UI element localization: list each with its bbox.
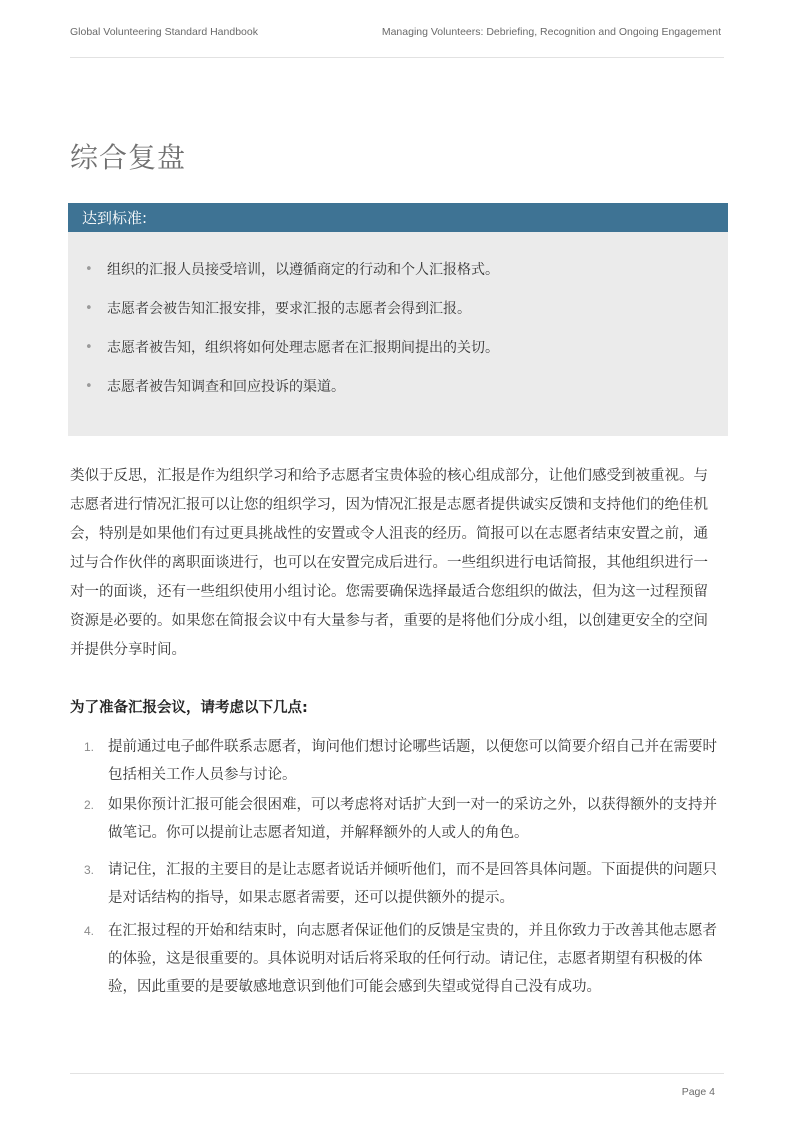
standard-box: [68, 203, 728, 436]
list-item: [70, 856, 722, 917]
list-item-text: 组织的汇报人员接受培训，以遵循商定的行动和个人汇报格式。: [107, 262, 499, 278]
page-title: 综合复盘: [70, 141, 187, 174]
standard-heading: 达到标准:: [68, 203, 728, 232]
item-number: 2.: [84, 798, 95, 812]
header-left-title: Global Volunteering Standard Handbook: [70, 26, 258, 38]
list-item: [82, 298, 718, 337]
list-item-text: 志愿者被告知调查和回应投诉的渠道。: [107, 379, 345, 395]
footer-divider: [70, 1073, 724, 1074]
list-item: [70, 733, 722, 791]
prep-list: [70, 733, 722, 1001]
bullet-icon: •: [85, 340, 93, 355]
standard-list: [82, 259, 718, 415]
list-item: [82, 376, 718, 415]
page-number: Page 4: [681, 1086, 715, 1098]
list-item: [82, 337, 718, 376]
list-item-text: 请记住，汇报的主要目的是让志愿者说话并倾听他们，而不是回答具体问题。下面提供的问题只是对话结构的指导，如果志愿者需要，还可以提供额外的提示。: [108, 862, 717, 906]
list-item-text: 如果你预计汇报可能会很困难，可以考虑将对话扩大到一对一的采访之外，以获得额外的支持并做笔记。你可以提前让志愿者知道，并解释额外的人或人的角色。: [108, 797, 717, 841]
header-right-title: Managing Volunteers: Debriefing, Recognition and Ongoing Engagement: [381, 26, 721, 38]
body-paragraph: 类似于反思，汇报是作为组织学习和给予志愿者宝贵体验的核心组成部分，让他们感受到被重视。与志愿者进行情况汇报可以让您的组织学习，因为情况汇报是志愿者提供诚实反馈和支持他们的绝佳机会，特别是如果他们有过更具挑战性的安置或令人沮丧的经历。简报可以在志愿者结束安置之前，通过与合作伙伴的离职面谈进行，也可以在安置完成后进行。一些组织进行电话简报，其他组织进行一对一的面谈，还有一些组织使用小组讨论。您需要确保选择最适合您组织的做法，但为这一过程预留资源是必要的。如果您在简报会议中有大量参与者，重要的是将他们分成小组，以创建更安全的空间并提供分享时间。: [70, 468, 708, 658]
bullet-icon: •: [85, 262, 93, 277]
bullet-icon: •: [85, 379, 93, 394]
list-item-text: 提前通过电子邮件联系志愿者，询问他们想讨论哪些话题，以便您可以简要介绍自己并在需要时包括相关工作人员参与讨论。: [108, 739, 717, 783]
header-divider: [70, 57, 724, 58]
item-number: 1.: [84, 740, 95, 754]
item-number: 3.: [84, 863, 95, 877]
list-item: [70, 917, 722, 1001]
list-item: [70, 791, 722, 856]
item-number: 4.: [84, 924, 95, 938]
list-item: [82, 259, 718, 298]
bullet-icon: •: [85, 301, 93, 316]
list-item-text: 在汇报过程的开始和结束时，向志愿者保证他们的反馈是宝贵的，并且你致力于改善其他志愿者的体验，这是很重要的。具体说明对话后将采取的任何行动。请记住，志愿者期望有积极的体验，因此重要的是要敏感地意识到他们可能会感到失望或觉得自己没有成功。: [108, 923, 717, 995]
list-item-text: 志愿者会被告知汇报安排，要求汇报的志愿者会得到汇报。: [107, 301, 471, 317]
list-item-text: 志愿者被告知，组织将如何处理志愿者在汇报期间提出的关切。: [107, 340, 499, 356]
prep-heading: 为了准备汇报会议，请考虑以下几点:: [70, 700, 308, 716]
